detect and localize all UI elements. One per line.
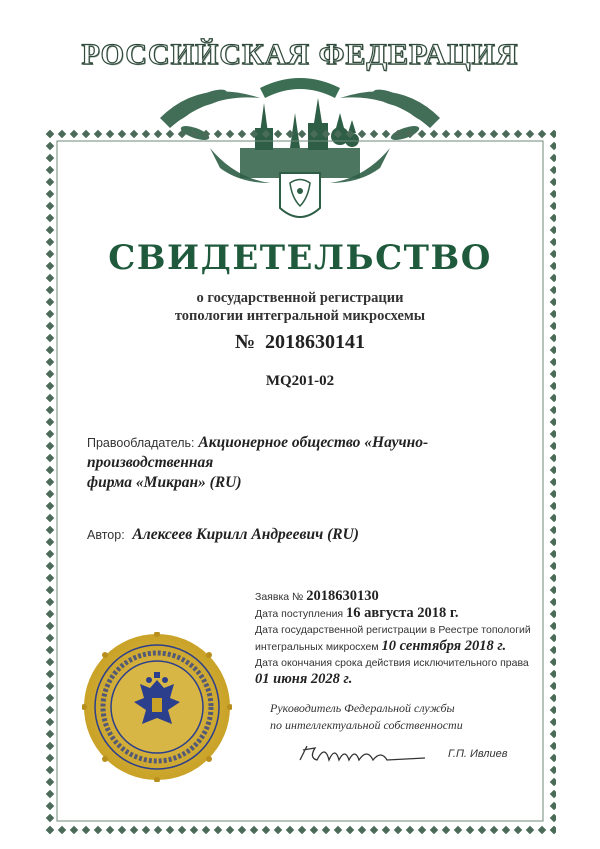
head-line-1: Руководитель Федеральной службы	[270, 701, 455, 715]
received-value: 16 августа 2018 г.	[346, 605, 459, 621]
application-number-value: 2018630130	[306, 588, 379, 604]
application-number-label: Заявка №	[255, 591, 304, 603]
owner-value-line-1: Акционерное общество «Научно-производственная	[87, 434, 429, 471]
registration-value: 10 сентября 2018 г.	[381, 638, 507, 654]
certificate-title: СВИДЕТЕЛЬСТВО	[108, 238, 492, 278]
application-block	[255, 588, 555, 687]
head-block	[270, 700, 540, 734]
expiry-label: Дата окончания срока действия исключительного права	[255, 657, 529, 669]
received-label: Дата поступления	[255, 608, 344, 620]
number-prefix: №	[234, 331, 256, 353]
country-title: РОССИЙСКАЯ ФЕДЕРАЦИЯ	[81, 38, 519, 71]
owner-value-line-2: фирма «Микран» (RU)	[87, 474, 242, 491]
number-value: 2018630141	[265, 331, 366, 353]
author-block	[87, 526, 527, 544]
author-label: Автор:	[87, 528, 125, 542]
official-seal	[82, 632, 232, 782]
author-value: Алексеев Кирилл Андреевич (RU)	[132, 526, 359, 543]
subtitle-line-2: топологии интегральной микросхемы	[174, 308, 426, 324]
signature	[295, 738, 435, 768]
owner-block	[87, 433, 527, 493]
registration-label-line-2: интегральных микросхем	[255, 641, 379, 653]
registration-label-line-1: Дата государственной регистрации в Реестре топологий	[255, 624, 531, 636]
subtitle-line-1: о государственной регистрации	[196, 290, 404, 306]
signer-name: Г.П. Ивлиев	[448, 748, 508, 760]
expiry-value: 01 июня 2028 г.	[255, 671, 353, 687]
head-line-2: по интеллектуальной собственности	[270, 718, 463, 732]
owner-label: Правообладатель:	[87, 436, 195, 450]
certificate-subtitle	[0, 289, 600, 325]
chip-name: MQ201-02	[265, 373, 335, 389]
certificate-number	[0, 331, 600, 354]
